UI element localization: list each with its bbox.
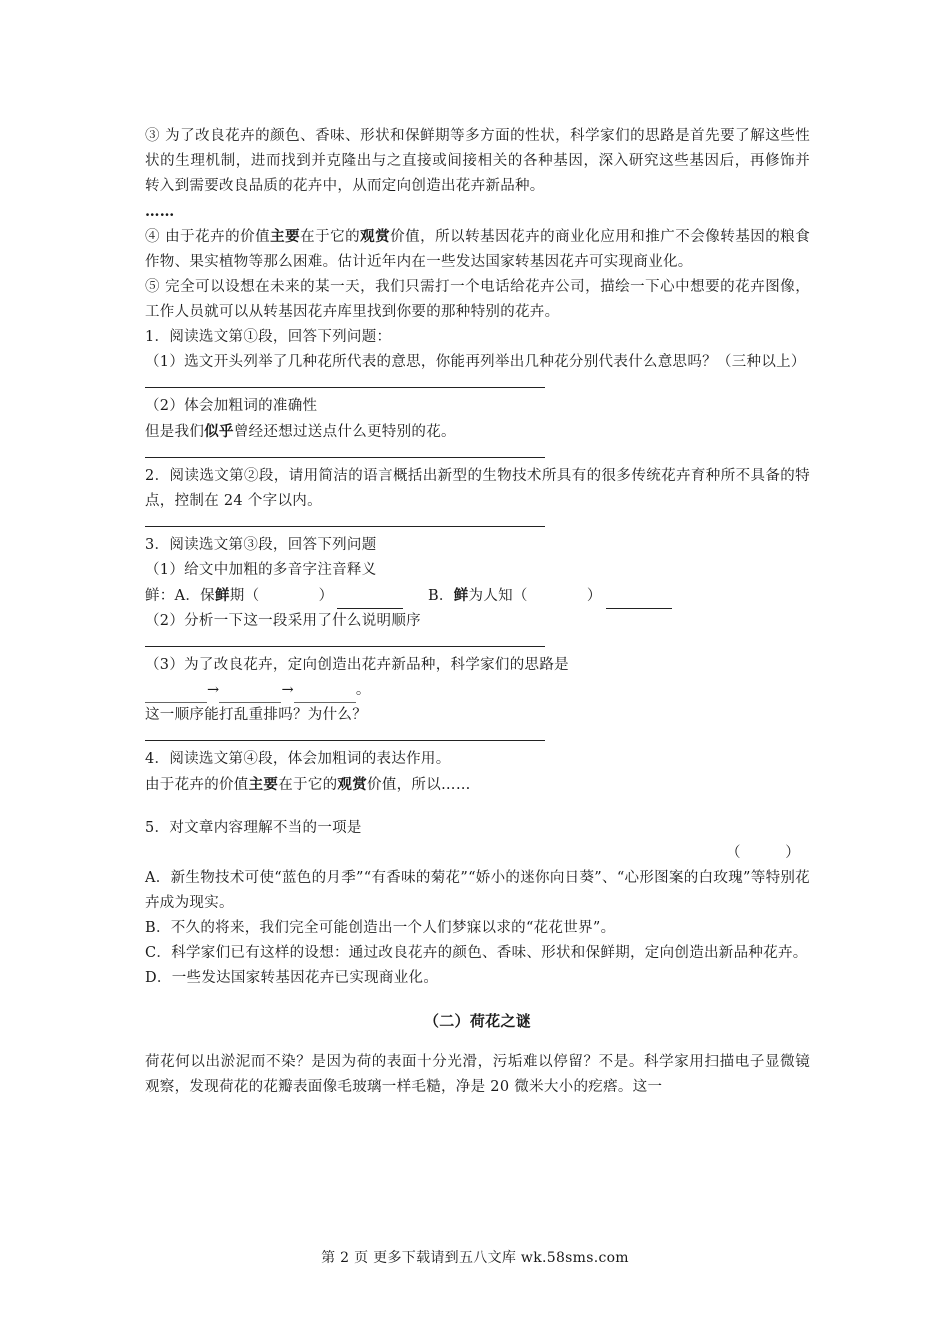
answer-blank[interactable] (219, 688, 281, 703)
option-a: A．新生物技术可使“蓝色的月季”“有香味的菊花”“娇小的迷你向日葵”、“心形图案的白玫瑰”等特别花卉成为现实。 (145, 870, 810, 911)
answer-blank[interactable] (337, 594, 403, 609)
answer-blank[interactable] (294, 688, 356, 703)
section-title: （二）荷花之谜 (423, 1012, 532, 1030)
paragraph-4: ④ 由于花卉的价值主要在于它的观赏价值，所以转基因花卉的商业化应用和推广不会像转基因的粮食作物、果实植物等那么困难。估计近年内在一些发达国家转基因花卉可实现商业化。 (145, 228, 811, 270)
question-3-title: 3．阅读选文第③段，回答下列问题 (145, 537, 377, 553)
paragraph-5: ⑤ 完全可以设想在未来的某一天，我们只需打一个电话给花卉公司，描绘一下心中想要的花卉图像，工作人员就可以从转基因花卉库里找到你要的那种特别的花卉。 (145, 279, 810, 320)
ellipsis: …… (145, 203, 175, 220)
question-3-sub1: （1）给文中加粗的多音字注音释义 (145, 562, 377, 578)
answer-line[interactable] (145, 514, 545, 527)
option-b: B．不久的将来，我们完全可能创造出一个人们梦寐以求的“花花世界”。 (145, 920, 616, 936)
question-3-sub3b: 这一顺序能打乱重排吗？为什么？ (145, 707, 367, 723)
question-1-title: 1．阅读选文第①段，回答下列问题： (145, 329, 392, 345)
question-1-sentence: 但是我们似乎曾经还想过送点什么更特别的花。 (145, 423, 456, 440)
answer-blank[interactable] (606, 594, 672, 609)
question-3-xian: 鲜：A．保鲜期（ ） B．鲜为人知（ ） (145, 583, 810, 609)
question-1-sub1: （1）选文开头列举了几种花所代表的意思，你能再列举出几种花分别代表什么意思吗？（三种以上） (145, 354, 806, 370)
answer-line[interactable] (145, 728, 545, 741)
answer-blank[interactable] (145, 688, 207, 703)
answer-line[interactable] (145, 634, 545, 647)
option-d: D．一些发达国家转基因花卉已实现商业化。 (145, 970, 439, 986)
question-2: 2．阅读选文第②段，请用简洁的语言概括出新型的生物技术所具有的很多传统花卉育种所不具备的特点，控制在 24 个字以内。 (145, 468, 810, 509)
question-5-title: 5．对文章内容理解不当的一项是 (145, 820, 362, 836)
section-2-text: 荷花何以出淤泥而不染？是因为荷的表面十分光滑，污垢难以停留？不是。科学家用扫描电子显微镜观察，发现荷花的花瓣表面像毛玻璃一样毛糙，净是 20 微米大小的疙瘩。这一 (145, 1054, 810, 1095)
page-footer: 第 2 页 更多下载请到五八文库 wk.58sms.com (321, 1250, 629, 1266)
question-5-answer-paren: （ ） (726, 845, 800, 861)
answer-line[interactable] (145, 445, 545, 458)
question-3-sequence: → → 。 (145, 678, 810, 703)
question-1-sub2: （2）体会加粗词的准确性 (145, 398, 318, 414)
document-body (145, 124, 810, 1100)
paragraph-3: ③ 为了改良花卉的颜色、香味、形状和保鲜期等多方面的性状，科学家们的思路是首先要了解这些性状的生理机制，进而找到并克隆出与之直接或间接相关的各种基因，深入研究这些基因后，再修饰并转入到需要改良品质的花卉中，从而定向创造出花卉新品种。 (145, 128, 810, 194)
answer-line[interactable] (145, 375, 545, 388)
question-4-sentence: 由于花卉的价值主要在于它的观赏价值，所以…… (145, 776, 471, 793)
question-4-title: 4．阅读选文第④段，体会加粗词的表达作用。 (145, 751, 451, 767)
option-c: C．科学家们已有这样的设想：通过改良花卉的颜色、香味、形状和保鲜期，定向创造出新品种花卉。 (145, 945, 808, 961)
question-3-sub2: （2）分析一下这一段采用了什么说明顺序 (145, 613, 421, 629)
question-3-sub3: （3）为了改良花卉，定向创造出花卉新品种，科学家们的思路是 (145, 657, 569, 673)
